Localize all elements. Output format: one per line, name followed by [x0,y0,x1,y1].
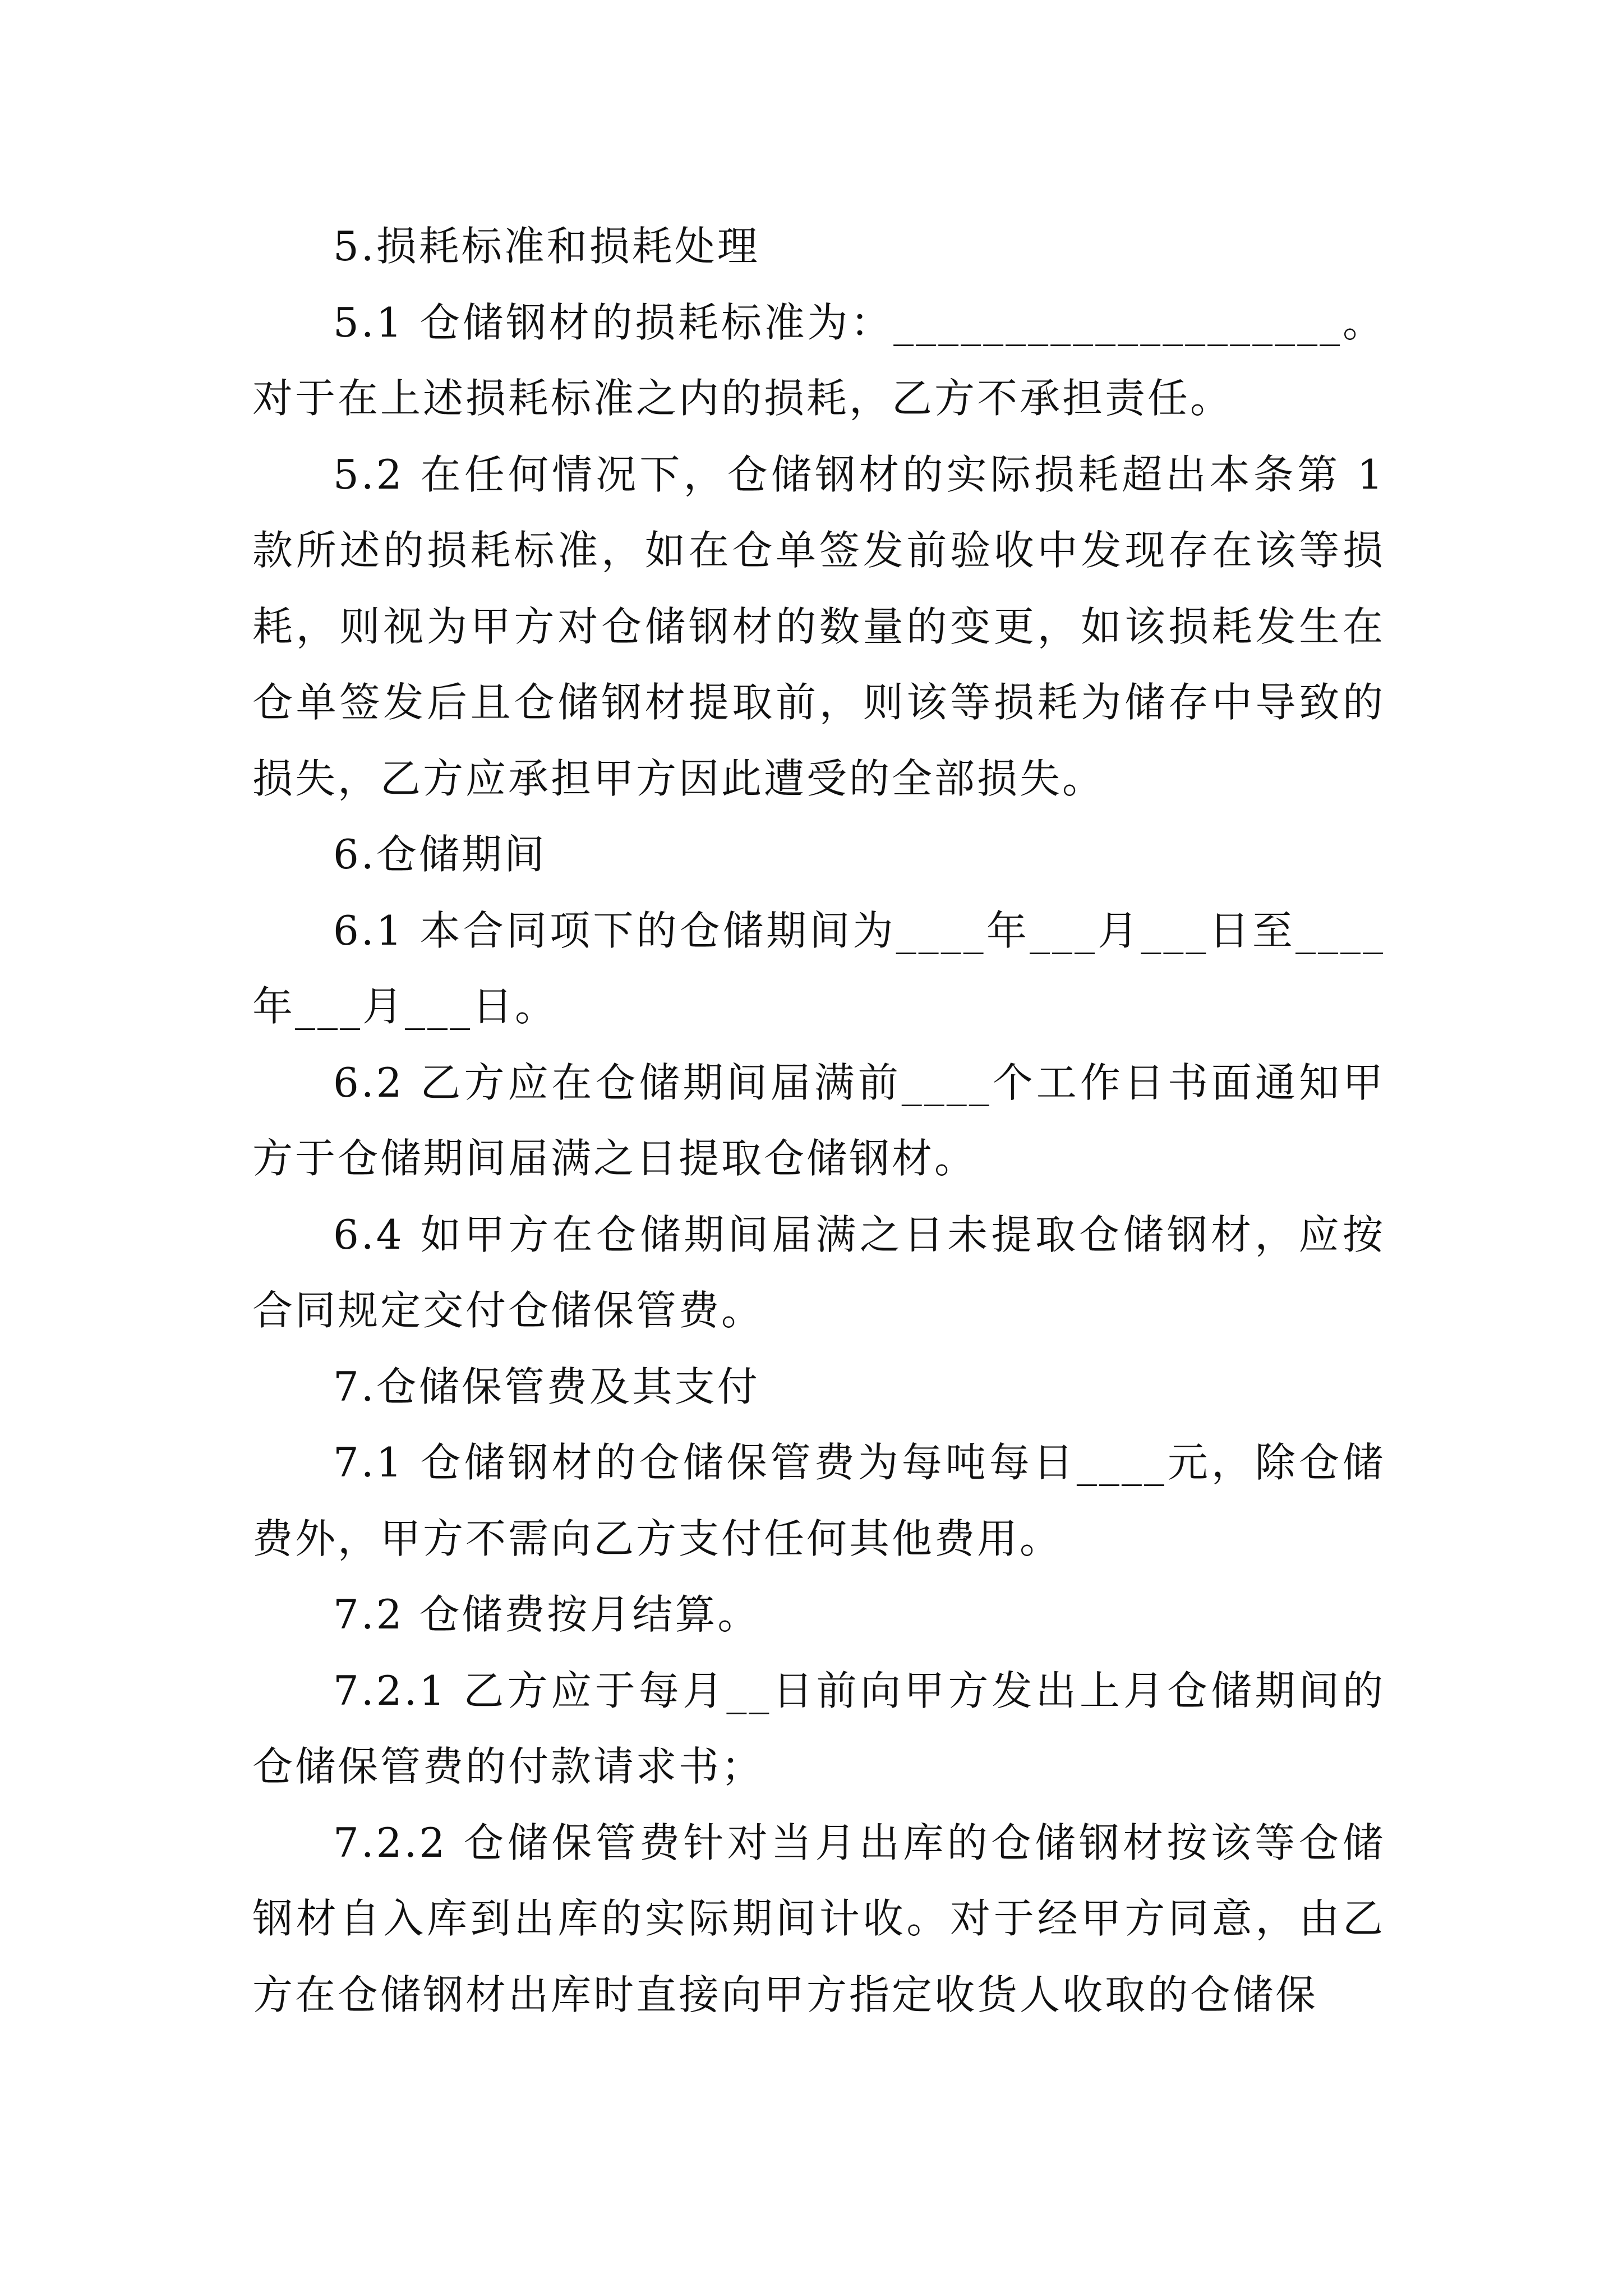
section-heading-7: 7.仓储保管费及其支付 [333,1363,760,1410]
clause-7-2-2: 7.2.2 仓储保管费针对当月出库的仓储钢材按该等仓储钢材自入库到出库的实际期间计收。对于经甲方同意，由乙方在仓储钢材出库时直接向甲方指定收货人收取的仓储保 [252,1819,1385,2018]
clause-7-2-1: 7.2.1 乙方应于每月__日前向甲方发出上月仓储期间的仓储保管费的付款请求书； [252,1667,1385,1790]
section-heading-6: 6.仓储期间 [333,831,547,878]
clause-6-2: 6.2 乙方应在仓储期间届满前____个工作日书面通知甲方于仓储期间届满之日提取仓储钢材。 [252,1059,1385,1182]
clause-5-2: 5.2 在任何情况下，仓储钢材的实际损耗超出本条第 1 款所述的损耗标准，如在仓单签发前验收中发现存在该等损耗，则视为甲方对仓储钢材的数量的变更，如该损耗发生在仓单签发后且仓储钢材提取前，则该等损耗为储存中导致的损失，乙方应承担甲方因此遭受的全部损失。 [252,450,1385,802]
clause-6-4: 6.4 如甲方在仓储期间届满之日未提取仓储钢材，应按合同规定交付仓储保管费。 [252,1211,1385,1334]
clause-7-1: 7.1 仓储钢材的仓储保管费为每吨每日____元，除仓储费外，甲方不需向乙方支付任何其他费用。 [252,1439,1385,1562]
clause-5-1: 5.1 仓储钢材的损耗标准为：____________________。对于在上述损耗标准之内的损耗，乙方不承担责任。 [252,298,1385,422]
clause-6-1: 6.1 本合同项下的仓储期间为____年___月___日至____年___月___日。 [252,907,1385,1030]
section-heading-5: 5.损耗标准和损耗处理 [333,223,760,270]
clause-7-2: 7.2 仓储费按月结算。 [333,1591,760,1638]
document-body [252,209,1385,2033]
